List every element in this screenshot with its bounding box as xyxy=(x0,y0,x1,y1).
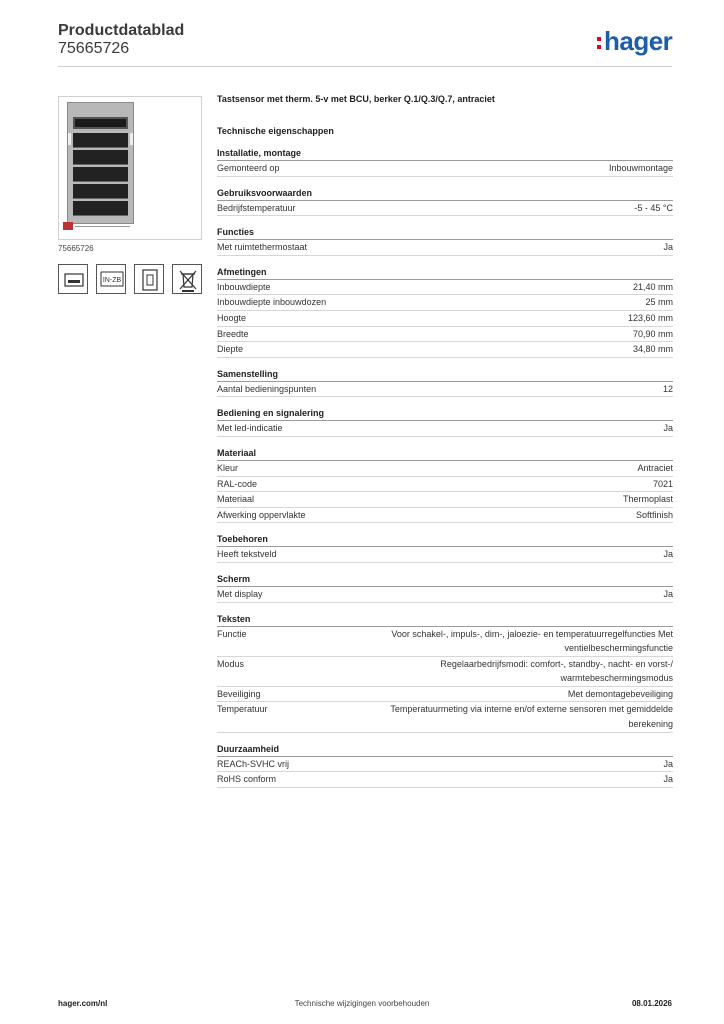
spec-row xyxy=(217,295,673,311)
device-clip xyxy=(130,133,133,145)
spec-label: Aantal bedieningspunten xyxy=(217,383,317,394)
spec-value: Ja xyxy=(663,758,673,769)
device-illustration xyxy=(67,102,134,224)
spec-row xyxy=(217,772,673,788)
spec-label: Kleur xyxy=(217,462,239,473)
specifications xyxy=(217,94,673,799)
spec-label: Afwerking oppervlakte xyxy=(217,509,306,520)
spec-section xyxy=(217,408,673,437)
spec-section xyxy=(217,574,673,603)
spec-value: 12 xyxy=(662,383,673,394)
device-clip xyxy=(68,133,71,145)
spec-row xyxy=(217,547,673,563)
spec-row xyxy=(217,492,673,508)
spec-value: 7021 xyxy=(652,478,673,489)
footer-disclaimer: Technische wijzigingen voorbehouden xyxy=(294,999,430,1008)
spec-row xyxy=(217,382,673,398)
spec-label: Modus xyxy=(217,658,245,669)
document-title: Productdatablad xyxy=(58,22,185,39)
hager-logo: hager xyxy=(604,26,673,56)
spec-row xyxy=(217,280,673,296)
spec-value: Met demontagebeveiliging xyxy=(567,688,673,699)
spec-row xyxy=(217,240,673,256)
spec-label: Diepte xyxy=(217,344,244,355)
spec-row xyxy=(217,461,673,477)
section-title: Installatie, montage xyxy=(217,148,673,161)
spec-row xyxy=(217,508,673,524)
spec-sections xyxy=(217,148,673,788)
spec-label: Temperatuur xyxy=(217,704,268,715)
hager-logo-dots-icon xyxy=(597,37,601,50)
spec-value: Softfinish xyxy=(635,509,673,520)
display-symbol-icon xyxy=(58,264,88,294)
spec-row xyxy=(217,477,673,493)
button-symbol-icon xyxy=(134,264,164,294)
product-code: 75665726 xyxy=(58,40,130,57)
spec-value: Ja xyxy=(663,588,673,599)
footer-date: 08.01.2026 xyxy=(631,999,672,1008)
svg-text:IN-ZB: IN-ZB xyxy=(102,277,122,284)
spec-value: Thermoplast xyxy=(622,494,673,505)
spec-row xyxy=(217,657,673,687)
header-divider xyxy=(58,66,672,67)
image-caption: 75665726 xyxy=(58,244,94,253)
spec-value: 21,40 mm xyxy=(632,281,673,292)
spec-label: Inbouwdiepte xyxy=(217,281,271,292)
accessory-cable xyxy=(75,226,130,227)
footer-website: hager.com/nl xyxy=(58,999,108,1008)
spec-row xyxy=(217,342,673,358)
product-image xyxy=(58,96,202,240)
spec-value: Voor schakel-, impuls-, dim-, jaloezie- en temperatuurregelfuncties Met ventielbeschermingsfunctie xyxy=(391,628,673,654)
spec-section xyxy=(217,744,673,788)
spec-row xyxy=(217,201,673,217)
spec-value: 123,60 mm xyxy=(627,312,673,323)
spec-section xyxy=(217,448,673,523)
spec-value: 25 mm xyxy=(645,297,673,308)
device-rocker xyxy=(73,184,128,199)
spec-label: RoHS conform xyxy=(217,774,277,785)
spec-section xyxy=(217,227,673,256)
spec-label: Met display xyxy=(217,588,263,599)
spec-section xyxy=(217,148,673,177)
section-title: Scherm xyxy=(217,574,673,587)
section-title: Duurzaamheid xyxy=(217,744,673,757)
spec-row xyxy=(217,311,673,327)
spec-label: Hoogte xyxy=(217,312,247,323)
spec-value: 70,90 mm xyxy=(632,328,673,339)
accessory-connector xyxy=(63,222,73,230)
product-name: Tastsensor met therm. 5-v met BCU, berker Q.1/Q.3/Q.7, antraciet xyxy=(217,94,495,104)
spec-section xyxy=(217,614,673,733)
spec-label: Heeft tekstveld xyxy=(217,549,277,560)
spec-value: Temperatuurmeting via interne en/of externe sensoren met gemiddelde berekening xyxy=(390,704,673,730)
spec-section xyxy=(217,267,673,358)
section-title: Bediening en signalering xyxy=(217,408,673,421)
spec-row xyxy=(217,757,673,773)
spec-label: Met ruimtethermostaat xyxy=(217,242,308,253)
section-title: Functies xyxy=(217,227,673,240)
spec-label: Met led-indicatie xyxy=(217,423,283,434)
device-rocker xyxy=(73,150,128,165)
spec-row xyxy=(217,421,673,437)
spec-row xyxy=(217,327,673,343)
spec-value: Ja xyxy=(663,774,673,785)
spec-value: Inbouwmontage xyxy=(608,163,673,173)
spec-section xyxy=(217,369,673,398)
technical-properties-title: Technische eigenschappen xyxy=(217,126,334,136)
spec-label: Beveiliging xyxy=(217,688,261,699)
spec-value: Ja xyxy=(663,242,673,253)
device-display xyxy=(73,117,128,129)
spec-row xyxy=(217,161,673,177)
section-title: Gebruiksvoorwaarden xyxy=(217,188,673,201)
spec-section xyxy=(217,534,673,563)
spec-value: Ja xyxy=(663,423,673,434)
spec-row xyxy=(217,587,673,603)
spec-value: -5 - 45 °C xyxy=(634,202,673,213)
weee-bin-icon xyxy=(172,264,202,294)
device-rocker xyxy=(73,167,128,182)
spec-section xyxy=(217,188,673,217)
section-title: Materiaal xyxy=(217,448,673,461)
section-title: Toebehoren xyxy=(217,534,673,547)
spec-row xyxy=(217,627,673,657)
device-rocker xyxy=(73,133,128,148)
spec-value: 34,80 mm xyxy=(632,344,673,355)
spec-label: RAL-code xyxy=(217,478,258,489)
spec-row xyxy=(217,687,673,703)
spec-label: Inbouwdiepte inbouwdozen xyxy=(217,297,327,308)
section-title: Teksten xyxy=(217,614,673,627)
spec-label: Bedrijfstemperatuur xyxy=(217,202,296,213)
spec-row xyxy=(217,702,673,732)
spec-value: Antraciet xyxy=(637,462,673,473)
spec-label: REACh-SVHC vrij xyxy=(217,758,290,769)
section-title: Samenstelling xyxy=(217,369,673,382)
flush-mount-symbol-icon xyxy=(96,264,126,294)
section-title: Afmetingen xyxy=(217,267,673,280)
device-rocker xyxy=(73,201,128,216)
spec-value: Ja xyxy=(663,549,673,560)
spec-label: Gemonteerd op xyxy=(217,163,280,173)
spec-value: Regelaarbedrijfsmodi: comfort-, standby-, nacht- en vorst-/ warmtebeschermingsmodus xyxy=(440,658,673,684)
spec-label: Materiaal xyxy=(217,494,255,505)
spec-label: Breedte xyxy=(217,328,249,339)
spec-label: Functie xyxy=(217,628,247,639)
